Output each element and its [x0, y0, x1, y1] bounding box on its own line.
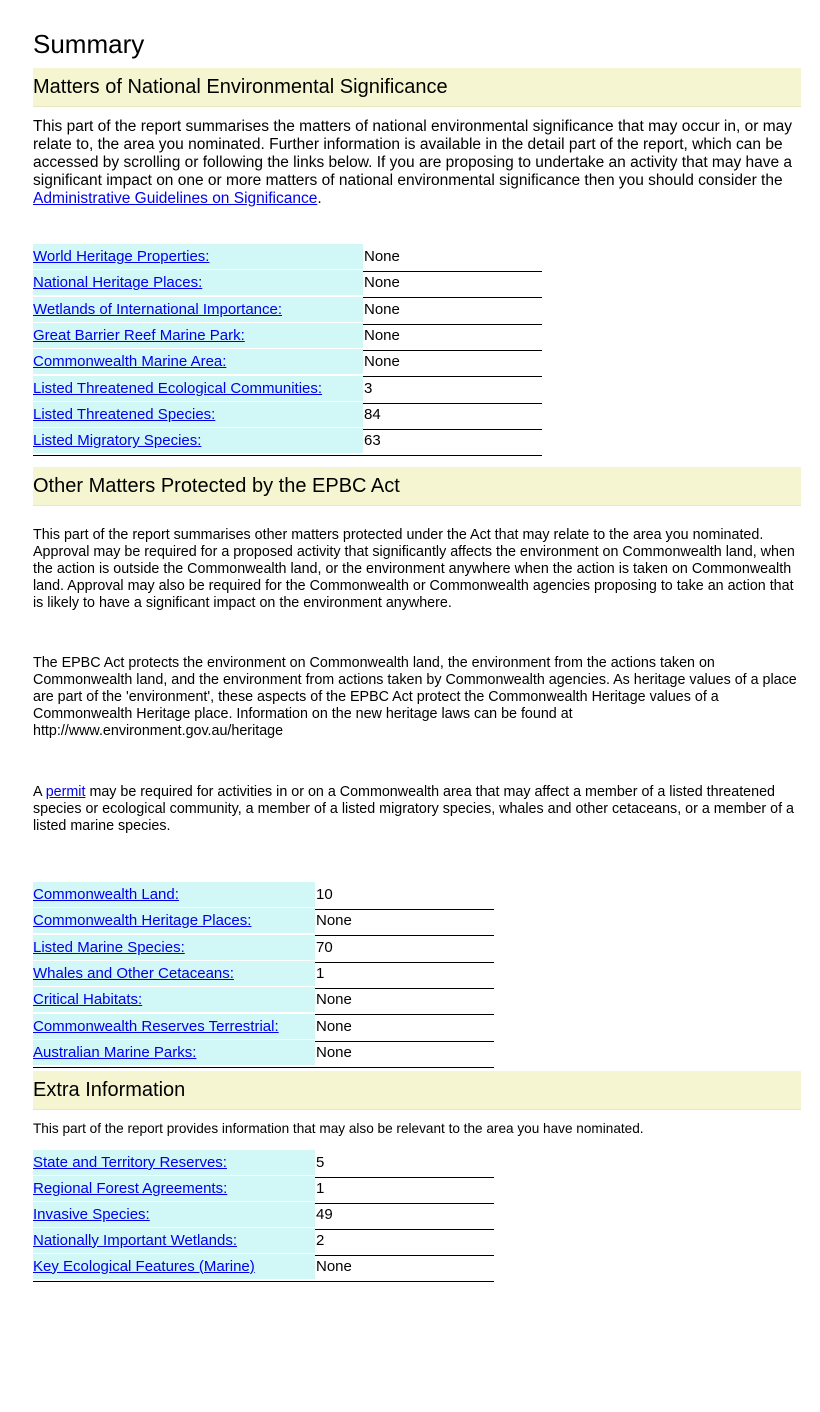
table-row	[33, 402, 542, 428]
table-row	[33, 961, 494, 987]
row-value: None	[316, 1017, 352, 1035]
row-link[interactable]: World Heritage Properties:	[33, 248, 210, 265]
permit-text-start: A	[33, 784, 46, 800]
row-value: 70	[316, 938, 333, 956]
guidelines-link[interactable]: Administrative Guidelines on Significance	[33, 190, 318, 207]
section-header-extra	[33, 1071, 801, 1110]
table-row	[33, 935, 494, 961]
row-label-cell	[33, 323, 363, 348]
row-label-cell	[33, 987, 315, 1012]
row-value: None	[364, 300, 400, 318]
row-label-cell	[33, 376, 363, 401]
row-label-cell	[33, 1254, 315, 1279]
row-link[interactable]: National Heritage Places:	[33, 274, 203, 292]
table-row	[33, 376, 542, 402]
row-link[interactable]: Regional Forest Agreements:	[33, 1179, 228, 1197]
section-heading: Matters of National Environmental Significance	[33, 76, 448, 98]
row-value: None	[364, 274, 400, 292]
section-heading: Extra Information	[33, 1079, 186, 1101]
row-link[interactable]: Nationally Important Wetlands:	[33, 1231, 237, 1249]
table-row	[33, 1228, 494, 1254]
table-row	[33, 428, 542, 454]
row-divider	[33, 455, 364, 456]
table-row	[33, 908, 494, 934]
row-value: 49	[316, 1205, 333, 1223]
row-value: 5	[316, 1154, 325, 1171]
section-header-mnes	[33, 68, 801, 107]
row-value: 10	[316, 886, 333, 903]
row-value: 1	[316, 1179, 325, 1197]
table-row	[33, 1176, 494, 1202]
row-divider	[316, 1281, 494, 1282]
row-divider	[364, 455, 542, 456]
section-header-other	[33, 467, 801, 506]
row-link[interactable]: Whales and Other Cetaceans:	[33, 964, 234, 982]
row-label-cell	[33, 935, 315, 960]
section-heading: Other Matters Protected by the EPBC Act	[33, 475, 400, 497]
row-link[interactable]: State and Territory Reserves:	[33, 1154, 227, 1171]
row-link[interactable]: Wetlands of International Importance:	[33, 300, 283, 318]
row-label-cell	[33, 1202, 315, 1227]
row-label-cell	[33, 349, 363, 374]
row-divider	[33, 1281, 316, 1282]
row-label-cell	[33, 244, 363, 269]
row-value: 3	[364, 379, 373, 397]
row-link[interactable]: Listed Threatened Species:	[33, 405, 216, 423]
table-row	[33, 1202, 494, 1228]
row-link[interactable]: Commonwealth Land:	[33, 886, 179, 903]
row-label-cell	[33, 882, 315, 907]
page-title: Summary	[33, 29, 145, 59]
row-label-cell	[33, 1040, 315, 1065]
row-value: None	[364, 248, 400, 265]
row-divider	[33, 1067, 316, 1068]
other-paragraph-2: The EPBC Act protects the environment on Commonwealth land, the environment from the actions taken on Commonwealth land, and the environment from actions taken by Commonwealth agencies. As heritage values of a place are part of the 'environment', these aspects of the EPBC Act protect the Commonwealth Heritage values of a Commonwealth Heritage place. Information on the new heritage laws can be found at http://www.environment.gov.au/heritage	[33, 655, 797, 739]
table-row	[33, 1040, 494, 1066]
row-value: None	[364, 353, 400, 371]
table-row	[33, 882, 494, 908]
row-label-cell	[33, 908, 315, 933]
table-row	[33, 1254, 494, 1280]
mnes-intro-text: This part of the report summarises the matters of national environmental significance that may occur in, or may relate to, the area you nominated. Further information is available in the detail part of the report, which can be accessed by scrolling or following the links below. If you are proposing to undertake an activity that may have a significant impact on one or more matters of national environmental significance then you should consider the	[33, 118, 793, 189]
extra-intro-paragraph: This part of the report provides information that may also be relevant to the area you have nominated.	[33, 1121, 644, 1136]
row-value: None	[364, 326, 400, 344]
row-value: 84	[364, 405, 381, 423]
row-value: None	[316, 912, 352, 930]
table-row	[33, 1014, 494, 1040]
other-paragraph-1: This part of the report summarises other matters protected under the Act that may relate to the area you nominated. Approval may be required for a proposed activity that significantly affects the environment on Commonwealth land, when the action is outside the Commonwealth land, or the environment anywhere when the action is taken on Commonwealth land. Approval may also be required for the Commonwealth or Commonwealth agencies proposing to take an action that is likely to have a significant impact on the environment anywhere.	[33, 527, 795, 611]
row-link[interactable]: Listed Marine Species:	[33, 938, 185, 956]
row-value: 2	[316, 1231, 325, 1249]
row-label-cell	[33, 402, 363, 427]
permit-text-end: may be required for activities in or on a Commonwealth area that may affect a member of a listed threatened species or ecological community, a member of a listed migratory species, whales and other cetaceans, or a member of a listed marine species.	[33, 784, 794, 834]
row-value: None	[316, 991, 352, 1009]
other-paragraph-3	[33, 784, 801, 835]
row-label-cell	[33, 1228, 315, 1253]
permit-link[interactable]: permit	[45, 784, 86, 800]
row-link[interactable]: Invasive Species:	[33, 1205, 150, 1223]
table-row	[33, 323, 542, 349]
table-row	[33, 349, 542, 375]
row-link[interactable]: Critical Habitats:	[33, 991, 143, 1009]
row-label-cell	[33, 1150, 315, 1175]
mnes-intro-end: .	[317, 190, 322, 207]
table-row	[33, 1150, 494, 1176]
row-label-cell	[33, 961, 315, 986]
row-value: 1	[316, 964, 325, 982]
table-row	[33, 987, 494, 1013]
row-link[interactable]: Australian Marine Parks:	[33, 1043, 197, 1061]
row-link[interactable]: Commonwealth Heritage Places:	[33, 912, 252, 930]
row-link[interactable]: Commonwealth Marine Area:	[33, 353, 227, 371]
table-row	[33, 270, 542, 296]
table-row	[33, 297, 542, 323]
row-value: 63	[364, 432, 381, 450]
row-link[interactable]: Great Barrier Reef Marine Park:	[33, 326, 245, 344]
row-label-cell	[33, 297, 363, 322]
row-link[interactable]: Listed Threatened Ecological Communities:	[33, 379, 323, 397]
row-label-cell	[33, 1014, 315, 1039]
row-link[interactable]: Key Ecological Features (Marine)	[33, 1257, 255, 1275]
table-row	[33, 244, 542, 270]
row-label-cell	[33, 428, 363, 453]
row-value: None	[316, 1043, 352, 1061]
row-link[interactable]: Commonwealth Reserves Terrestrial:	[33, 1017, 279, 1035]
row-label-cell	[33, 270, 363, 295]
mnes-intro-paragraph	[33, 118, 801, 208]
row-label-cell	[33, 1176, 315, 1201]
row-link[interactable]: Listed Migratory Species:	[33, 432, 202, 450]
row-divider	[316, 1067, 494, 1068]
row-value: None	[316, 1257, 352, 1275]
